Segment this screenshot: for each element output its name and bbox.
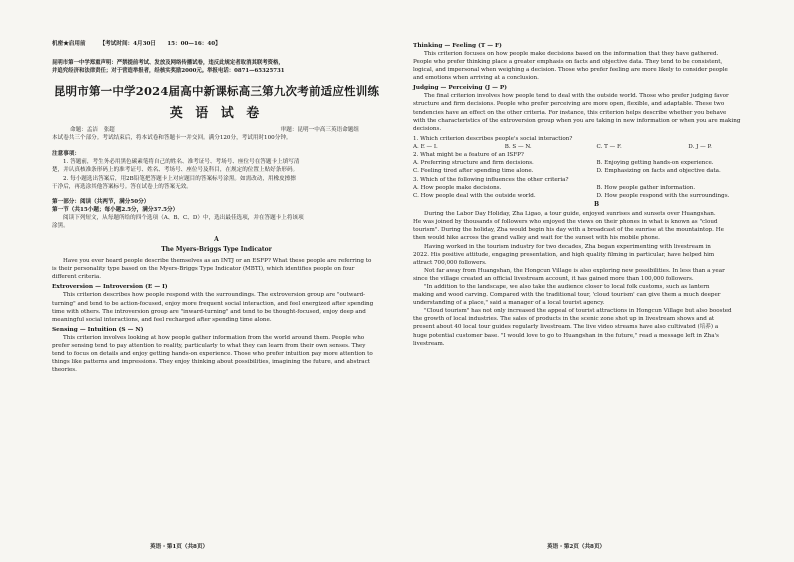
section-heading: 第一节（共15小题；每小题2.5分，满分37.5分） xyxy=(52,206,179,213)
passage-line: tend to focus on details and enjoy getting hands-on experience. Those who prefer intuition pay more attention to xyxy=(52,350,373,357)
criterion-heading: Sensing — Intuition (S — N) xyxy=(52,326,144,333)
question-1-options xyxy=(413,143,780,151)
note-line: 楚，并认真核准条形码上的准考证号、姓名、考场号、座位号及科目，在规定的位置上贴好条形码。 xyxy=(52,167,299,174)
note-line: 干净后，再选涂其他答案标号。答在试卷上的答案无效。 xyxy=(52,183,192,190)
exam-subtitle: 英 语 试 卷 xyxy=(169,106,264,122)
passage-line: with the characteristics of the extroversion group when you are taking in new information or when you are making xyxy=(413,117,741,124)
exam-time: 【考试时间：4月30日 15：00—16：40】 xyxy=(99,41,221,47)
passage-line: the growth of local industries. The sales of products in the scenic zone shot up in livestream shows and at xyxy=(413,316,715,323)
option[interactable]: C. T — F. xyxy=(596,143,622,150)
passage-line: things like patterns and impressions. They enjoy thinking about possibilities, imagining the future, and abstract xyxy=(52,359,370,366)
passage-line: decisions. xyxy=(413,125,442,132)
question-3: 3. Which of the following influences the other criteria? xyxy=(413,176,569,183)
notes-title: 注意事项： xyxy=(52,151,80,158)
instructions: 涂黑。 xyxy=(52,223,69,230)
passage-line: is their personality type based on the Myers-Briggs Type Indicator (MBTI), which identifies people on four xyxy=(52,266,355,273)
passage-title: The Myers-Briggs Type Indicator xyxy=(161,246,272,254)
passage-line: tourism". During the holiday, Zha would begin his day with a broadcast of the sunrise at the mountaintop. He xyxy=(413,227,724,234)
notice-line: 昆明市第一中学郑重声明：严禁提前考试、发放及网络传播试卷，违反此规定者取消其联考资格， xyxy=(52,60,284,66)
section-b-label: B xyxy=(593,201,600,209)
exam-header xyxy=(52,40,381,48)
passage-line: This criterion focuses on how people make decisions based on the information that they have gathered. xyxy=(424,51,719,57)
passage-line: time with others. The introversion group are "inward-turning" and tend to be thought-focused, enjoy deep and xyxy=(52,308,366,315)
passage-line: He was joined by thousands of followers who enjoyed the views on their phones in what is known as "cloud xyxy=(413,219,718,226)
note-line: 1. 答题前，考生务必用黑色碳素笔将自己的姓名、准考证号、考场号、座位号在答题卡上填写清 xyxy=(63,159,300,166)
reviewer: 审题：昆明一中高三英语命题组 xyxy=(280,127,359,134)
instructions: 阅读下列短文，从每题所给的四个选项（A、B、C、D）中，选出最佳选项，并在答题卡上将该项 xyxy=(63,214,304,221)
passage-line: huge potential customer base. "I would love to go to Huangshan in the future," read a message left in Zha's xyxy=(413,332,719,339)
passage-line: since the village created an official livestream account, it has gained more than 100,000 followers. xyxy=(413,275,694,282)
option[interactable]: A. Preferring structure and firm decisions. xyxy=(413,160,534,167)
passage-line: and emotions when arriving at a conclusion. xyxy=(413,75,539,82)
exam-info: 本试卷共三个部分。考试结束后，将本试卷和答题卡一并交回。满分120分，考试用时100分钟。 xyxy=(52,135,292,142)
criterion-heading: Judging — Perceiving (J — P) xyxy=(413,85,508,92)
question-2-options xyxy=(413,159,780,175)
part-heading: 第一部分：阅读（共两节，满分50分） xyxy=(52,198,150,205)
passage-line: Not far away from Huangshan, the Hongcun Village is also exploring new possibilities. In less than a year xyxy=(424,267,725,274)
page-right xyxy=(397,0,794,562)
passage-line: This criterion describes how people respond with the surroundings. The extroversion group are "outward- xyxy=(63,292,366,299)
passage-line: tendencies have an effect on the other criteria. For instance, this criterion helps describe whether you behave xyxy=(413,109,727,116)
question-1: 1. Which criterion describes people's social interaction? xyxy=(413,135,573,142)
passage-line: Having worked in the tourism industry for two decades, Zha began experimenting with livestream in xyxy=(424,243,711,250)
option[interactable]: B. How people gather information. xyxy=(596,184,696,191)
secret-label: 机密★启用前 xyxy=(52,41,86,47)
option[interactable]: A. How people make decisions. xyxy=(413,184,502,191)
option[interactable]: A. E — I. xyxy=(413,143,438,150)
passage-line: "Cloud tourism" has not only increased the appeal of tourist attractions in Hongcun Village but also boosted xyxy=(424,308,732,315)
page-footer: 英语・第2页（共8页） xyxy=(547,544,606,550)
question-2: 2. What might be a feature of an ISFP? xyxy=(413,152,524,159)
criterion-heading: Thinking — Feeling (T — F) xyxy=(413,43,502,49)
question-3-options xyxy=(413,184,780,200)
passage-line: The final criterion involves how people tend to deal with the outside world. Those who prefer judging favor xyxy=(424,93,729,100)
passage-line: Have you ever heard people describe themselves as an INTJ or an ESFP? What these people are referring to xyxy=(63,258,372,265)
passage-line: This criterion involves looking at how people gather information from the world around them. People who xyxy=(63,334,365,341)
option[interactable]: C. Feeling tired after spending time alone. xyxy=(413,168,534,175)
note-line: 2. 每小题选出答案后，用2B铅笔把答题卡上对应题目的答案标号涂黑。如需改动，用橡皮擦擦 xyxy=(63,175,296,182)
option[interactable]: C. How people deal with the outside world. xyxy=(413,192,536,199)
passage-line: then would hike across the grand valley and wait for the sunset with his mobile phone. xyxy=(413,235,660,242)
passage-line: different criteria. xyxy=(52,274,101,281)
passage-line: 2022. His positive attitude, engaging presentation, and high quality filming in particular, have helped him xyxy=(413,251,715,258)
passage-line: understanding of a place," said a manager of a local tourist agency. xyxy=(413,300,605,307)
section-a-label: A xyxy=(214,236,219,244)
passage-line: structure and firm decisions. People who prefer perceiving are more open, flexible, and adaptable. These two xyxy=(413,101,725,108)
passage-line: attract 700,000 followers. xyxy=(413,259,487,266)
passage-line: turning" and tend to be action-focused, enjoy more frequent social interaction, and feel energized after spending xyxy=(52,300,374,307)
option[interactable]: B. S — N. xyxy=(504,143,532,150)
passage-line: theories. xyxy=(52,367,77,374)
exam-title: 昆明市第一中学2024届高中新课标高三第九次考前适应性训练 xyxy=(53,84,380,99)
passage-line: logical, and impersonal when weighing a decision. Those who prefer feeling are more likely to consider people xyxy=(413,67,728,74)
passage-line: making and wood carving. Compared with the traditional tour, 'cloud tourism' can give them a much deeper xyxy=(413,292,721,299)
passage-line: During the Labor Day Holiday, Zha Ligao, a tour guide, enjoyed sunrises and sunsets over Huangshan. xyxy=(424,211,716,218)
passage-line: People who prefer thinking place a greater emphasis on facts and objective data. They tend to be consistent, xyxy=(413,59,723,66)
notice-line: 并追究经济和法律责任；对于营造举报者，经核实奖励2000元。举报电话：0871—65325731 xyxy=(52,67,285,74)
passage-line: prefer sensing tend to pay attention to reality, particularly to what they can learn from their own senses. They xyxy=(52,342,366,349)
passage-line: meaningful social interactions, and feel recharged after spending time alone. xyxy=(52,316,272,323)
criterion-heading: Extroversion — Introversion (E — I) xyxy=(52,284,168,291)
option[interactable]: D. How people respond with the surroundings. xyxy=(596,192,730,199)
proposers: 命题：孟洁 张超 xyxy=(70,127,115,134)
option[interactable]: D. J — P. xyxy=(688,143,712,150)
passage-line: present about 40 local tour guides regularly livestream. The live video streams have also cultivated (培养) a xyxy=(413,324,719,331)
authors-row xyxy=(52,126,381,134)
passage-line: livestream. xyxy=(413,340,445,347)
passage-line: "In addition to the landscape, we also take the audience closer to local folk customs, such as lantern xyxy=(424,283,710,290)
option[interactable]: B. Enjoying getting hands-on experience. xyxy=(596,160,714,167)
page-footer: 英语・第1页（共8页） xyxy=(150,544,209,550)
option[interactable]: D. Emphasizing on facts and objective data. xyxy=(596,168,721,175)
